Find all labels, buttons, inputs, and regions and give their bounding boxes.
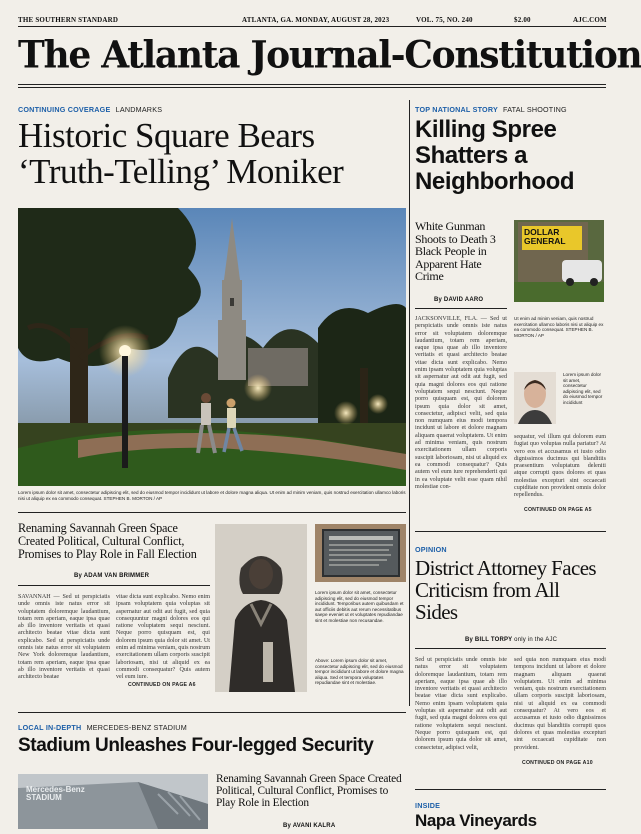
- killing-kicker-topic: FATAL SHOOTING: [503, 105, 567, 114]
- savannah-portrait-photo[interactable]: [215, 524, 307, 692]
- killing-byline[interactable]: By DAVID AARO: [434, 297, 484, 303]
- savannah-col1: SAVANNAH — Sed ut perspiciatis unde omnis iste natus error sit voluptatem doloremque laudantium, totam rem aperiam, eaque ipsa quae ab illo inventore veritatis et quasi architecto beatae vitae dicta sunt explicabo. Sed ut perspiciatis unde omnis iste natus error sit voluptatem New York doloremque laudantium, totam rem aperiam, eaque ipsa quae ab illo inventore veritatis et quasi architecto beatae: [18, 594, 110, 681]
- savannah-byline[interactable]: By ADAM VAN BRIMMER: [74, 573, 150, 579]
- savannah-col2: vitae dicta sunt explicabo. Nemo enim ipsam voluptatem quia voluptas sit aspernatur aut odit aut fugit, sed quia consequuntur magni dolores eos qui ratione voluptatem sequi nesciunt. Neque porro quisquam est, qui dolorem ipsum quia dolor sit amet. Ut enim ad minima veniam, quis nostrum exercitationem ullam corporis suscipit laboriosam, nisi ut aliquid ex ea commodi consequatur? Quis autem vel eum iure.: [116, 594, 210, 681]
- killing-continued[interactable]: CONTINUED ON PAGE A5: [524, 507, 592, 513]
- suspect-mugshot[interactable]: [514, 372, 556, 424]
- killing-kicker-label: TOP NATIONAL STORY: [415, 105, 498, 114]
- opinion-byline-name: By BILL TORPY: [465, 637, 513, 643]
- masthead-title[interactable]: The Atlanta Journal-Constitution: [18, 32, 641, 78]
- stadium-kicker-label: LOCAL IN-DEPTH: [18, 723, 82, 732]
- killing-body-right: sequatur, vel illum qui dolorem eum fugiat quo voluptas nulla pariatur? At vero eos et accusamus et iusto odio dignissimos ducimus qui blanditiis praesentium voluptatum deleniti atque corrupti quos dolores et quas molestias excepturi sint occaecati cupiditate non provident omnis dolor repellendus.: [514, 434, 606, 499]
- opinion-kicker[interactable]: [415, 545, 447, 554]
- edition-tagline: THE SOUTHERN STANDARD: [18, 16, 119, 24]
- savannah-byline-rule: [18, 585, 210, 586]
- opinion-kicker-label: OPINION: [415, 545, 447, 554]
- masthead-rule-top: [18, 84, 606, 85]
- stadium-headline[interactable]: Stadium Unleashes Four-legged Security: [18, 735, 374, 756]
- store-sign-text: [524, 228, 582, 246]
- opinion-col1: Sed ut perspiciatis unde omnis iste natus error sit voluptatem doloremque laudantium, totam rem aperiam, eaque ipsa quae ab illo inventore veritatis et quasi architecto beatae vitae dicta sunt explicabo. Nemo enim ipsam voluptatem quia voluptas sit aspernatur aut odit aut fugit, sed quia magni dolores eos qui ratione voluptatem sequi nesciunt. Neque porro quisquam est, qui dolorem ipsum quia dolor sit amet, consectetur, adipisci velit,: [415, 657, 507, 751]
- plaque-photo[interactable]: [315, 524, 406, 582]
- lead-kicker[interactable]: [18, 105, 162, 114]
- stadium-photo-sign: Mercedes-Benz STADIUM: [26, 785, 85, 802]
- inside-kicker-label: INSIDE: [415, 801, 441, 810]
- store-sign-line2: GENERAL: [524, 236, 566, 246]
- mugshot-caption: Lorem ipsum dolor sit amet, consectetur adipiscing elit, sed do eiusmod tempor incididunt: [563, 372, 603, 405]
- lead-photo[interactable]: [18, 208, 406, 486]
- killing-subhead[interactable]: White Gunman Shoots to Death 3 Black People in Apparent Hate Crime: [415, 219, 496, 284]
- inside-headline[interactable]: Napa Vineyards: [415, 811, 537, 830]
- inside-top-rule: [415, 789, 606, 790]
- plaque-caption: Lorem ipsum dolor sit amet, consectetur adipiscing elit, sed do eiusmod tempor incididunt. Temporibus autem quibusdam et aut officiis debitis aut rerum necessitatibus saepe eveniet ut et voluptates repudiandae sint et molestiae non recusandae.: [315, 590, 404, 623]
- opinion-byline-suffix: only in the AJC: [514, 637, 558, 643]
- edition-volume: VOL. 75, NO. 240: [416, 16, 473, 24]
- lead-kicker-topic: LANDMARKS: [115, 105, 163, 114]
- killing-body-left: JACKSONVILLE, FLA. — Sed ut perspiciatis unde omnis iste natus error sit voluptatem doloremque laudantium, totam rem aperiam, eaque ipsa quae ab illo inventore veritatis et quasi architecto beatae vitae dicta sunt explicabo. Nemo enim ipsam voluptatem quia voluptas sit aspernatur aut odit aut fugit, sed quia magni dolores eos qui ratione voluptatem sequi nesciunt. Neque porro quisquam est, qui dolorem ipsum quia dolor sit amet, consectetur, adipisci velit, sed quia non numquam eius modi tempora incidunt ut labore et dolore magnam aliquam quaerat voluptatem. Ut enim ad minima veniam, quis nostrum exercitationem ullam corporis suscipit laboriosam, nisi ut aliquid ex ea commodi consequatur? Quis autem vel eum iure reprehenderit qui in ea voluptate velit esse quam nihil molestiae con-: [415, 316, 507, 490]
- opinion-headline[interactable]: District Attorney Faces Criticism from All Sides: [415, 556, 596, 624]
- dollar-general-photo[interactable]: [514, 220, 604, 302]
- lead-bottom-rule: [18, 512, 406, 513]
- stadium-photo[interactable]: [18, 774, 208, 829]
- column-divider: [409, 100, 410, 706]
- stadium-kicker[interactable]: [18, 723, 187, 732]
- lead-caption: Lorem ipsum dolor sit amet, consectetur adipiscing elit, sed do eiusmod tempor incididunt ut labore et dolore magna aliqua. Ut enim ad minim veniam, quis nostrud exercitation ullamco laboris nisi ut aliquip ex ea commodo consequat. STEPHEN B. MORTON / AP: [18, 490, 406, 501]
- stadium-byline[interactable]: By AVANI KALRA: [283, 823, 336, 829]
- store-sign-line1: DOLLAR: [524, 227, 560, 237]
- inside-kicker[interactable]: [415, 801, 440, 810]
- edition-price: $2.00: [514, 16, 531, 24]
- savannah-headline[interactable]: Renaming Savannah Green Space Created Political, Cultural Conflict, Promises to Play Role in Fall Election: [18, 521, 197, 561]
- stadium-top-rule: [18, 712, 406, 713]
- opinion-col2: sed quia non numquam eius modi tempora incidunt ut labore et dolore magnam aliquam quaerat voluptatem. Ut enim ad minima veniam, quis nostrum exercitationem ullam corporis suscipit laboriosam, nisi ut aliquid ex ea commodi consequatur? At vero eos et accusamus et iusto odio dignissimos ducimus qui blanditiis corrupti quos dolores et quas molestias excepturi sint occaecati cupiditate non provident.: [514, 657, 606, 751]
- masthead-rule-bottom: [18, 87, 606, 88]
- edition-dateline: ATLANTA, GA. MONDAY, AUGUST 28, 2023: [242, 16, 390, 24]
- stadium-sub-headline[interactable]: Renaming Savannah Green Space Created Political, Cultural Conflict, Promises to Play Role in Election: [216, 773, 402, 809]
- plaque-illustration: [315, 524, 406, 582]
- lead-headline[interactable]: Historic Square Bears ‘Truth-Telling’ Moniker: [18, 116, 344, 191]
- opinion-byline-rule: [415, 648, 606, 649]
- opinion-continued[interactable]: CONTINUED ON PAGE A10: [522, 760, 593, 766]
- killing-kicker[interactable]: [415, 105, 567, 114]
- killing-photo-caption: Ut enim ad minim veniam, quis nostrud exercitation ullamco laboris nisi ut aliquip ex ea commodo consequat. STEPHEN B. MORTON / AP: [514, 316, 604, 338]
- park-night-illustration: [18, 208, 406, 486]
- portrait-illustration: [215, 524, 307, 692]
- opinion-byline[interactable]: [465, 637, 557, 643]
- savannah-continued[interactable]: CONTINUED ON PAGE A6: [128, 682, 196, 688]
- edition-site[interactable]: AJC.COM: [573, 16, 607, 24]
- opinion-top-rule: [415, 531, 606, 532]
- top-rule: [18, 26, 606, 27]
- stadium-kicker-topic: MERCEDES-BENZ STADIUM: [86, 723, 187, 732]
- killing-byline-rule: [415, 308, 507, 309]
- killing-headline[interactable]: Killing Spree Shatters a Neighborhood: [415, 116, 575, 195]
- portrait-caption: Above: Lorem ipsum dolor sit amet, consectetur adipiscing elit, sed do eiusmod tempor incididunt ut labore et dolore magna aliqua. Sed et tempora voluptates repudiandae sint et molestiae.: [315, 658, 404, 686]
- mugshot-illustration: [514, 372, 556, 424]
- lead-kicker-label: CONTINUING COVERAGE: [18, 105, 111, 114]
